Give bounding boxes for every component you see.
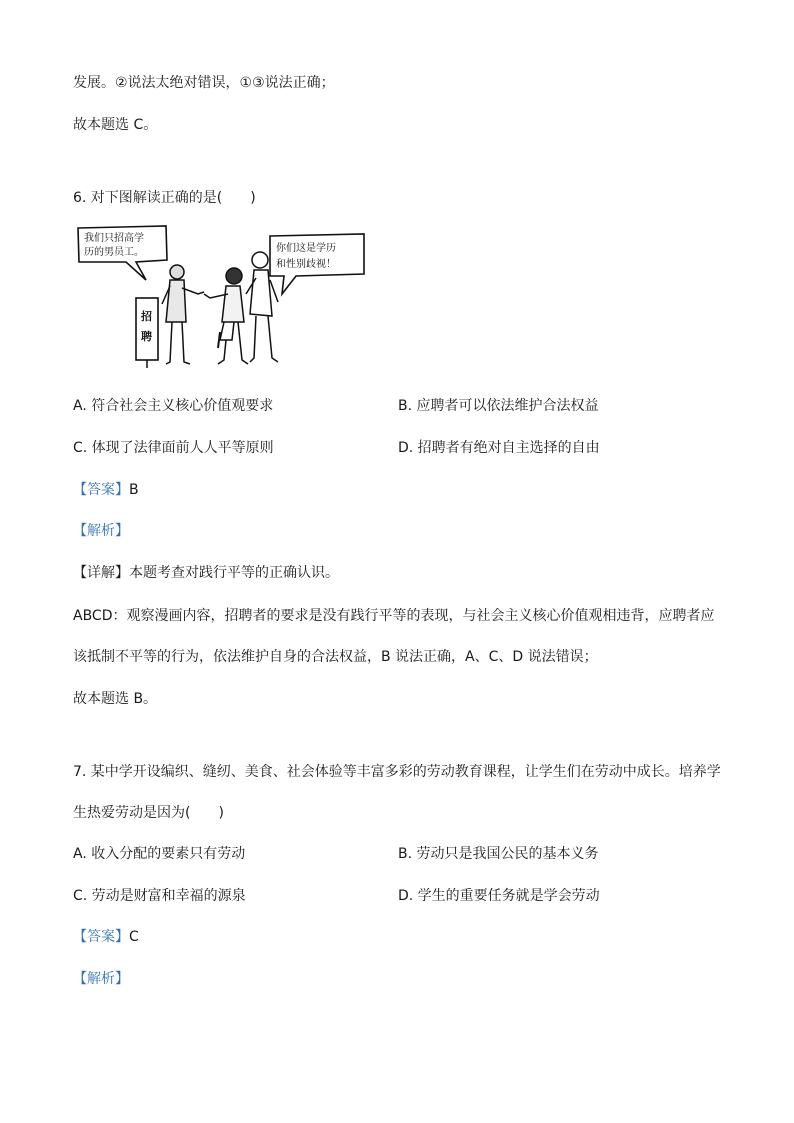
sign-char-1: 招 xyxy=(141,310,152,323)
q7-option-a: A. 收入分配的要素只有劳动 xyxy=(73,846,246,862)
bubble-right-line-1: 你们这是学历 xyxy=(276,243,336,254)
q6-answer-row xyxy=(73,480,139,500)
text-line: 故本题选 C。 xyxy=(73,117,158,133)
q6-detail-row xyxy=(73,563,339,583)
answer-tag: 【答案】 xyxy=(73,482,129,498)
applicant-figure-1 xyxy=(204,268,248,364)
detail-text: 本题考查对践行平等的正确认识。 xyxy=(129,565,339,581)
q6-option-c: C. 体现了法律面前人人平等原则 xyxy=(73,440,274,456)
sign-char-2: 聘 xyxy=(141,330,152,343)
cartoon-image xyxy=(74,222,366,372)
question-7-stem-line-2: 生热爱劳动是因为( ) xyxy=(73,805,224,821)
q6-analysis-tag xyxy=(73,521,129,541)
question-7-stem-line-1: 7. 某中学开设编织、缝纫、美食、社会体验等丰富多彩的劳动教育课程，让学生们在劳动中成长。培养学 xyxy=(73,764,721,780)
recruiter-figure xyxy=(162,265,204,364)
analysis-tag: 【解析】 xyxy=(73,523,129,539)
answer-tag: 【答案】 xyxy=(73,929,129,945)
q7-option-d: D. 学生的重要任务就是学会劳动 xyxy=(398,888,600,904)
q6-body-line-1: ABCD：观察漫画内容，招聘者的要求是没有践行平等的表现，与社会主义核心价值观相违背，应聘者应 xyxy=(73,608,715,624)
q7-analysis-tag xyxy=(73,969,129,989)
bubble-left-line-2: 历的男员工。 xyxy=(84,247,144,258)
recruitment-sign xyxy=(136,298,158,360)
question-6-stem: 6. 对下图解读正确的是( ) xyxy=(73,190,256,206)
q6-body-line-2: 该抵制不平等的行为，依法维护自身的合法权益，B 说法正确，A、C、D 说法错误； xyxy=(73,649,598,665)
answer-value: B xyxy=(129,482,139,498)
q7-option-c: C. 劳动是财富和幸福的源泉 xyxy=(73,888,246,904)
detail-tag: 【详解】 xyxy=(73,565,129,581)
analysis-tag: 【解析】 xyxy=(73,971,129,987)
q6-conclusion: 故本题选 B。 xyxy=(73,691,158,707)
bubble-right-line-2: 和性别歧视！ xyxy=(276,259,336,270)
q7-option-b: B. 劳动只是我国公民的基本义务 xyxy=(398,846,599,862)
q7-answer-row xyxy=(73,927,139,947)
bubble-left-line-1: 我们只招高学 xyxy=(84,233,144,244)
q6-option-d: D. 招聘者有绝对自主选择的自由 xyxy=(398,440,600,456)
q6-option-a: A. 符合社会主义核心价值观要求 xyxy=(73,398,274,414)
answer-value: C xyxy=(129,929,139,945)
text-line: 发展。②说法太绝对错误，①③说法正确； xyxy=(73,75,335,91)
q6-option-b: B. 应聘者可以依法维护合法权益 xyxy=(398,398,599,414)
